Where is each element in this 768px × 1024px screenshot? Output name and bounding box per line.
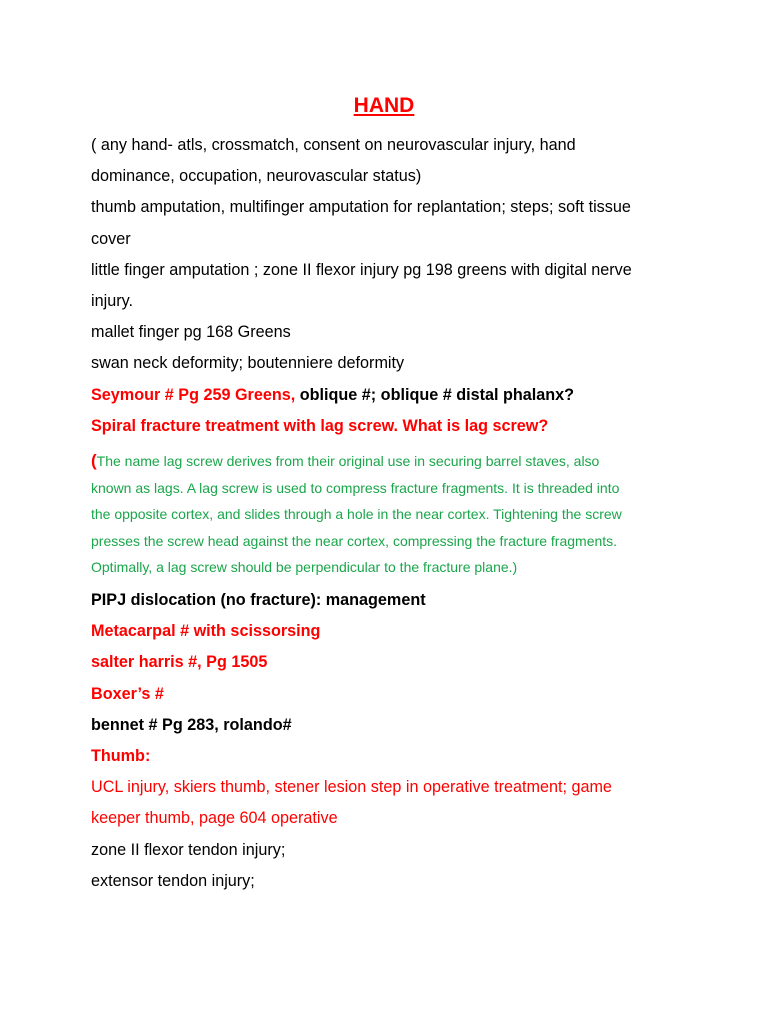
text-line: salter harris #, Pg 1505 — [91, 653, 268, 672]
text-line: keeper thumb, page 604 operative — [91, 809, 338, 828]
text-line: injury. — [91, 292, 133, 311]
text-line: dominance, occupation, neurovascular status) — [91, 167, 422, 186]
text-line: swan neck deformity; boutenniere deformity — [91, 354, 405, 373]
text-line: mallet finger pg 168 Greens — [91, 323, 291, 342]
note-line: known as lags. A lag screw is used to compress fracture fragments. It is threaded into — [91, 479, 620, 496]
note-line: Optimally, a lag screw should be perpendicular to the fracture plane.) — [91, 559, 518, 576]
text-line: Metacarpal # with scissorsing — [91, 622, 321, 641]
text-line: Thumb: — [91, 747, 151, 766]
lag-screw-note — [91, 448, 691, 581]
note-line: presses the screw head against the near cortex, compressing the fracture fragments. — [91, 532, 618, 549]
note-line-text: The name lag screw derives from their original use in securing barrel staves, also — [96, 453, 600, 470]
seymour-black-text: oblique #; oblique # distal phalanx? — [295, 385, 575, 404]
text-line: extensor tendon injury; — [91, 871, 255, 890]
document-body — [91, 130, 691, 897]
text-line: Boxer’s # — [91, 684, 164, 703]
text-line: UCL injury, skiers thumb, stener lesion step in operative treatment; game — [91, 778, 612, 797]
note-open-paren: ( — [91, 451, 97, 471]
text-line: bennet # Pg 283, rolando# — [91, 715, 292, 734]
text-line: thumb amputation, multifinger amputation for replantation; steps; soft tissue — [91, 198, 631, 217]
text-line: zone II flexor tendon injury; — [91, 840, 286, 859]
document-title: HAND — [353, 94, 415, 117]
text-line: ( any hand- atls, crossmatch, consent on neurovascular injury, hand — [91, 136, 576, 154]
seymour-line — [91, 380, 691, 411]
seymour-red-text: Seymour # Pg 259 Greens, — [91, 385, 296, 404]
note-line — [91, 448, 691, 475]
text-line: little finger amputation ; zone II flexor injury pg 198 greens with digital nerve — [91, 260, 632, 279]
text-line: Spiral fracture treatment with lag screw. What is lag screw? — [91, 416, 549, 435]
text-line: cover — [91, 229, 131, 248]
note-line: the opposite cortex, and slides through a hole in the near cortex. Tightening the screw — [91, 506, 622, 523]
text-line: PIPJ dislocation (no fracture): management — [91, 591, 426, 609]
